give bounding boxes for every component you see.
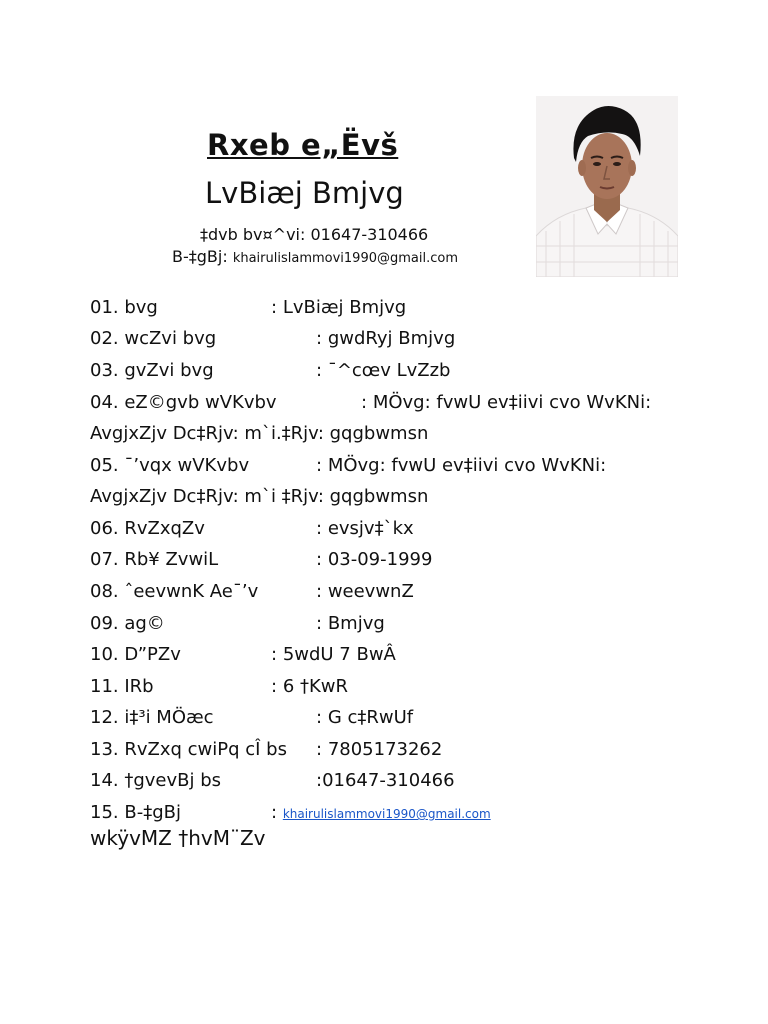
row-nationality xyxy=(90,518,414,539)
row-sep: : xyxy=(271,644,278,665)
row-value xyxy=(316,360,450,381)
row-label: 02. wcZvi bvg xyxy=(90,328,217,349)
row-value xyxy=(316,455,606,476)
row-label: 07. Rb¥ ZvwiL xyxy=(90,549,219,570)
row-sep: : xyxy=(316,707,323,728)
row-value-text: G c‡RwUf xyxy=(327,707,414,728)
row-label: 15. B-‡gBj xyxy=(90,802,181,823)
row-value xyxy=(316,707,413,728)
row-label: 11. IRb xyxy=(90,676,154,697)
row-value-text: Bmjvg xyxy=(327,613,385,634)
row-label: 09. ag© xyxy=(90,613,165,634)
row-value-text: 03-09-1999 xyxy=(327,549,433,570)
row-blood-group xyxy=(90,707,414,728)
contact-email xyxy=(172,247,458,266)
row-sep: : xyxy=(316,328,323,349)
row-value-text: gwdRyj Bmjvg xyxy=(327,328,456,349)
row-value xyxy=(271,676,348,697)
row-present-address xyxy=(90,392,652,413)
row-value xyxy=(316,549,432,570)
row-label: 08. ˆeevwnK Ae¯’v xyxy=(90,581,259,602)
row-value-text: MÖvg: fvwU ev‡iivi cvo WvKNi: xyxy=(327,455,607,476)
row-mother-name xyxy=(90,360,451,381)
row-label: 06. RvZxqZv xyxy=(90,518,205,539)
contact-mobile xyxy=(200,225,428,244)
row-value xyxy=(316,613,385,634)
row-value-text: weevwnZ xyxy=(327,581,414,602)
row-sep: : xyxy=(316,549,323,570)
row-value xyxy=(316,328,455,349)
row-value xyxy=(316,581,414,602)
row-sep: : xyxy=(316,770,323,791)
row-value-text: 5wdU 7 BwÂ xyxy=(282,644,396,665)
email-label: B-‡gBj: xyxy=(172,247,233,266)
row-value-text: 7805173262 xyxy=(327,739,443,760)
row-label: 03. gvZvi bvg xyxy=(90,360,214,381)
row-label: 13. RvZxq cwiPq cÎ bs xyxy=(90,739,287,760)
row-birth-date xyxy=(90,549,433,570)
section-heading: wkÿvMZ †hvM¨Zv xyxy=(90,826,266,850)
row-sep: : xyxy=(271,297,278,318)
row-value-text: 6 †KwR xyxy=(282,676,349,697)
row-sep: : xyxy=(316,581,323,602)
row-label: 14. †gvevBj bs xyxy=(90,770,222,791)
row-sep: : xyxy=(316,739,323,760)
email-value: khairulislammovi1990@gmail.com xyxy=(232,251,458,266)
row-value-text: ¯^cœv LvZzb xyxy=(327,360,451,381)
row-sep: : xyxy=(271,802,278,823)
row-sep: : xyxy=(316,518,323,539)
row-sep: : xyxy=(316,455,323,476)
row-height xyxy=(90,644,396,665)
row-name xyxy=(90,297,407,318)
email-link[interactable]: khairulislammovi1990@gmail.com xyxy=(282,807,491,821)
row-value-text: LvBiæj Bmjvg xyxy=(282,297,407,318)
row-value-text: MÖvg: fvwU ev‡iivi cvo WvKNi: xyxy=(372,392,652,413)
mobile-value: 01647-310466 xyxy=(310,225,429,244)
row-value xyxy=(316,770,455,791)
portrait-image xyxy=(536,96,678,277)
row-nid xyxy=(90,739,443,760)
row-present-address-cont: AvgjxZjv Dc‡Rjv: m`i.‡Rjv: gqgbwmsn xyxy=(90,423,429,444)
row-permanent-address xyxy=(90,455,607,476)
row-weight xyxy=(90,676,349,697)
applicant-name: LvBiæj Bmjvg xyxy=(205,176,404,210)
row-value xyxy=(271,802,491,823)
applicant-photo xyxy=(536,96,678,277)
row-mobile xyxy=(90,770,455,791)
row-sep: : xyxy=(361,392,368,413)
row-value-text: 01647-310466 xyxy=(322,770,455,791)
row-permanent-address-cont: AvgjxZjv Dc‡Rjv: m`i ‡Rjv: gqgbwmsn xyxy=(90,486,429,507)
row-value xyxy=(271,644,396,665)
row-label: 01. bvg xyxy=(90,297,158,318)
mobile-label: ‡dvb bv¤^vi: xyxy=(200,225,311,244)
row-father-name xyxy=(90,328,456,349)
row-value xyxy=(361,392,651,413)
row-label: 05. ¯’vqx wVKvbv xyxy=(90,455,250,476)
row-label: 04. eZ©gvb wVKvbv xyxy=(90,392,277,413)
row-email xyxy=(90,802,491,823)
row-value-text: evsjv‡`kx xyxy=(327,518,414,539)
row-religion xyxy=(90,613,385,634)
row-value xyxy=(316,518,414,539)
resume-title: Rxeb e„Ëvš xyxy=(207,128,399,162)
row-label: 10. D”PZv xyxy=(90,644,181,665)
row-sep: : xyxy=(271,676,278,697)
row-sep: : xyxy=(316,613,323,634)
row-value xyxy=(271,297,406,318)
row-label: 12. i‡³i MÖæc xyxy=(90,707,214,728)
row-value xyxy=(316,739,442,760)
row-sep: : xyxy=(316,360,323,381)
row-marital-status xyxy=(90,581,414,602)
